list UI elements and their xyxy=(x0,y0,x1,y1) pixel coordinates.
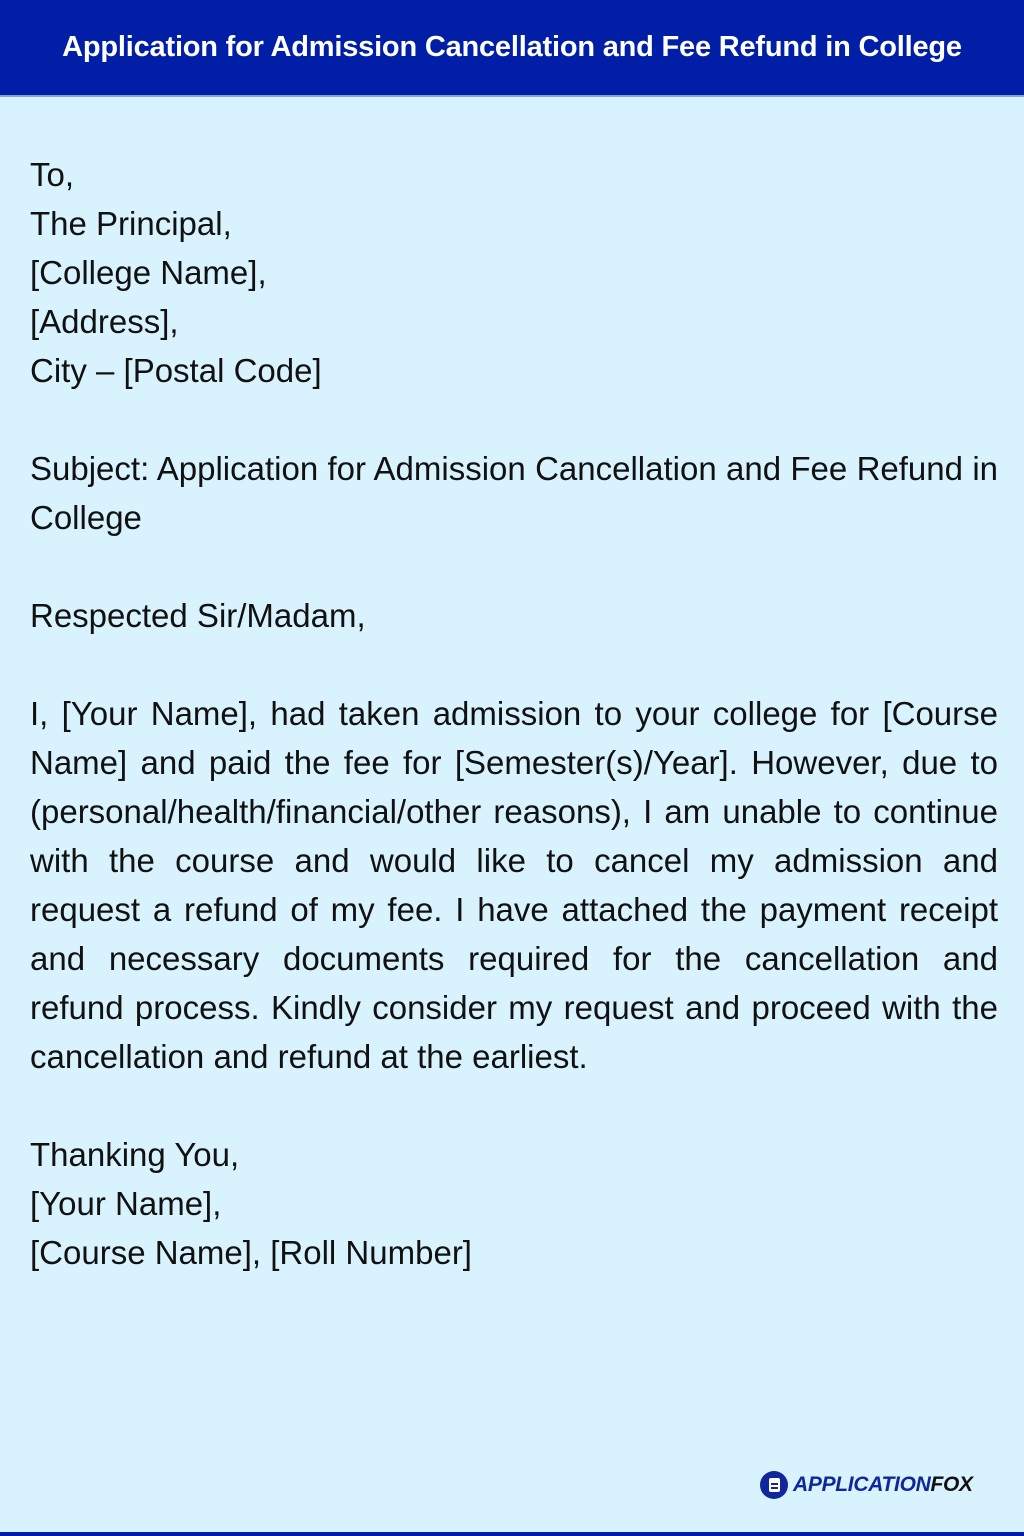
closing-line: Thanking You, xyxy=(30,1136,240,1173)
closing-signature xyxy=(30,1130,998,1277)
page-title: Application for Admission Cancellation and Fee Refund in College xyxy=(62,31,962,63)
body-paragraph: I, [Your Name], had taken admission to your college for [Course Name] and paid the fee for [Semester(s)/Year]. However, due to (personal/health/financial/other reasons), I am unable to continue with the course and would like to cancel my admission and request a refund of my fee. I have attached the payment receipt and necessary documents required for the cancellation and refund process. Kindly consider my request and proceed with the cancellation and refund at the earliest. xyxy=(30,695,998,1075)
salutation: Respected Sir/Madam, xyxy=(30,597,366,634)
address-line: The Principal, xyxy=(30,205,232,242)
address-line: To, xyxy=(30,156,75,193)
logo-wordmark: APPLICATIONFOX xyxy=(793,1473,973,1496)
letter-body xyxy=(30,150,998,1277)
address-line: [Address], xyxy=(30,303,179,340)
closing-line: [Your Name], xyxy=(30,1185,222,1222)
address-line: City – [Postal Code] xyxy=(30,352,322,389)
header-banner xyxy=(0,0,1024,97)
recipient-address xyxy=(30,150,998,395)
closing-line: [Course Name], [Roll Number] xyxy=(30,1234,472,1271)
document-icon xyxy=(760,1471,788,1499)
bottom-border xyxy=(0,1532,1024,1536)
subject-line: Subject: Application for Admission Cancellation and Fee Refund in College xyxy=(30,450,998,536)
address-line: [College Name], xyxy=(30,254,267,291)
applicationfox-logo xyxy=(760,1471,973,1499)
